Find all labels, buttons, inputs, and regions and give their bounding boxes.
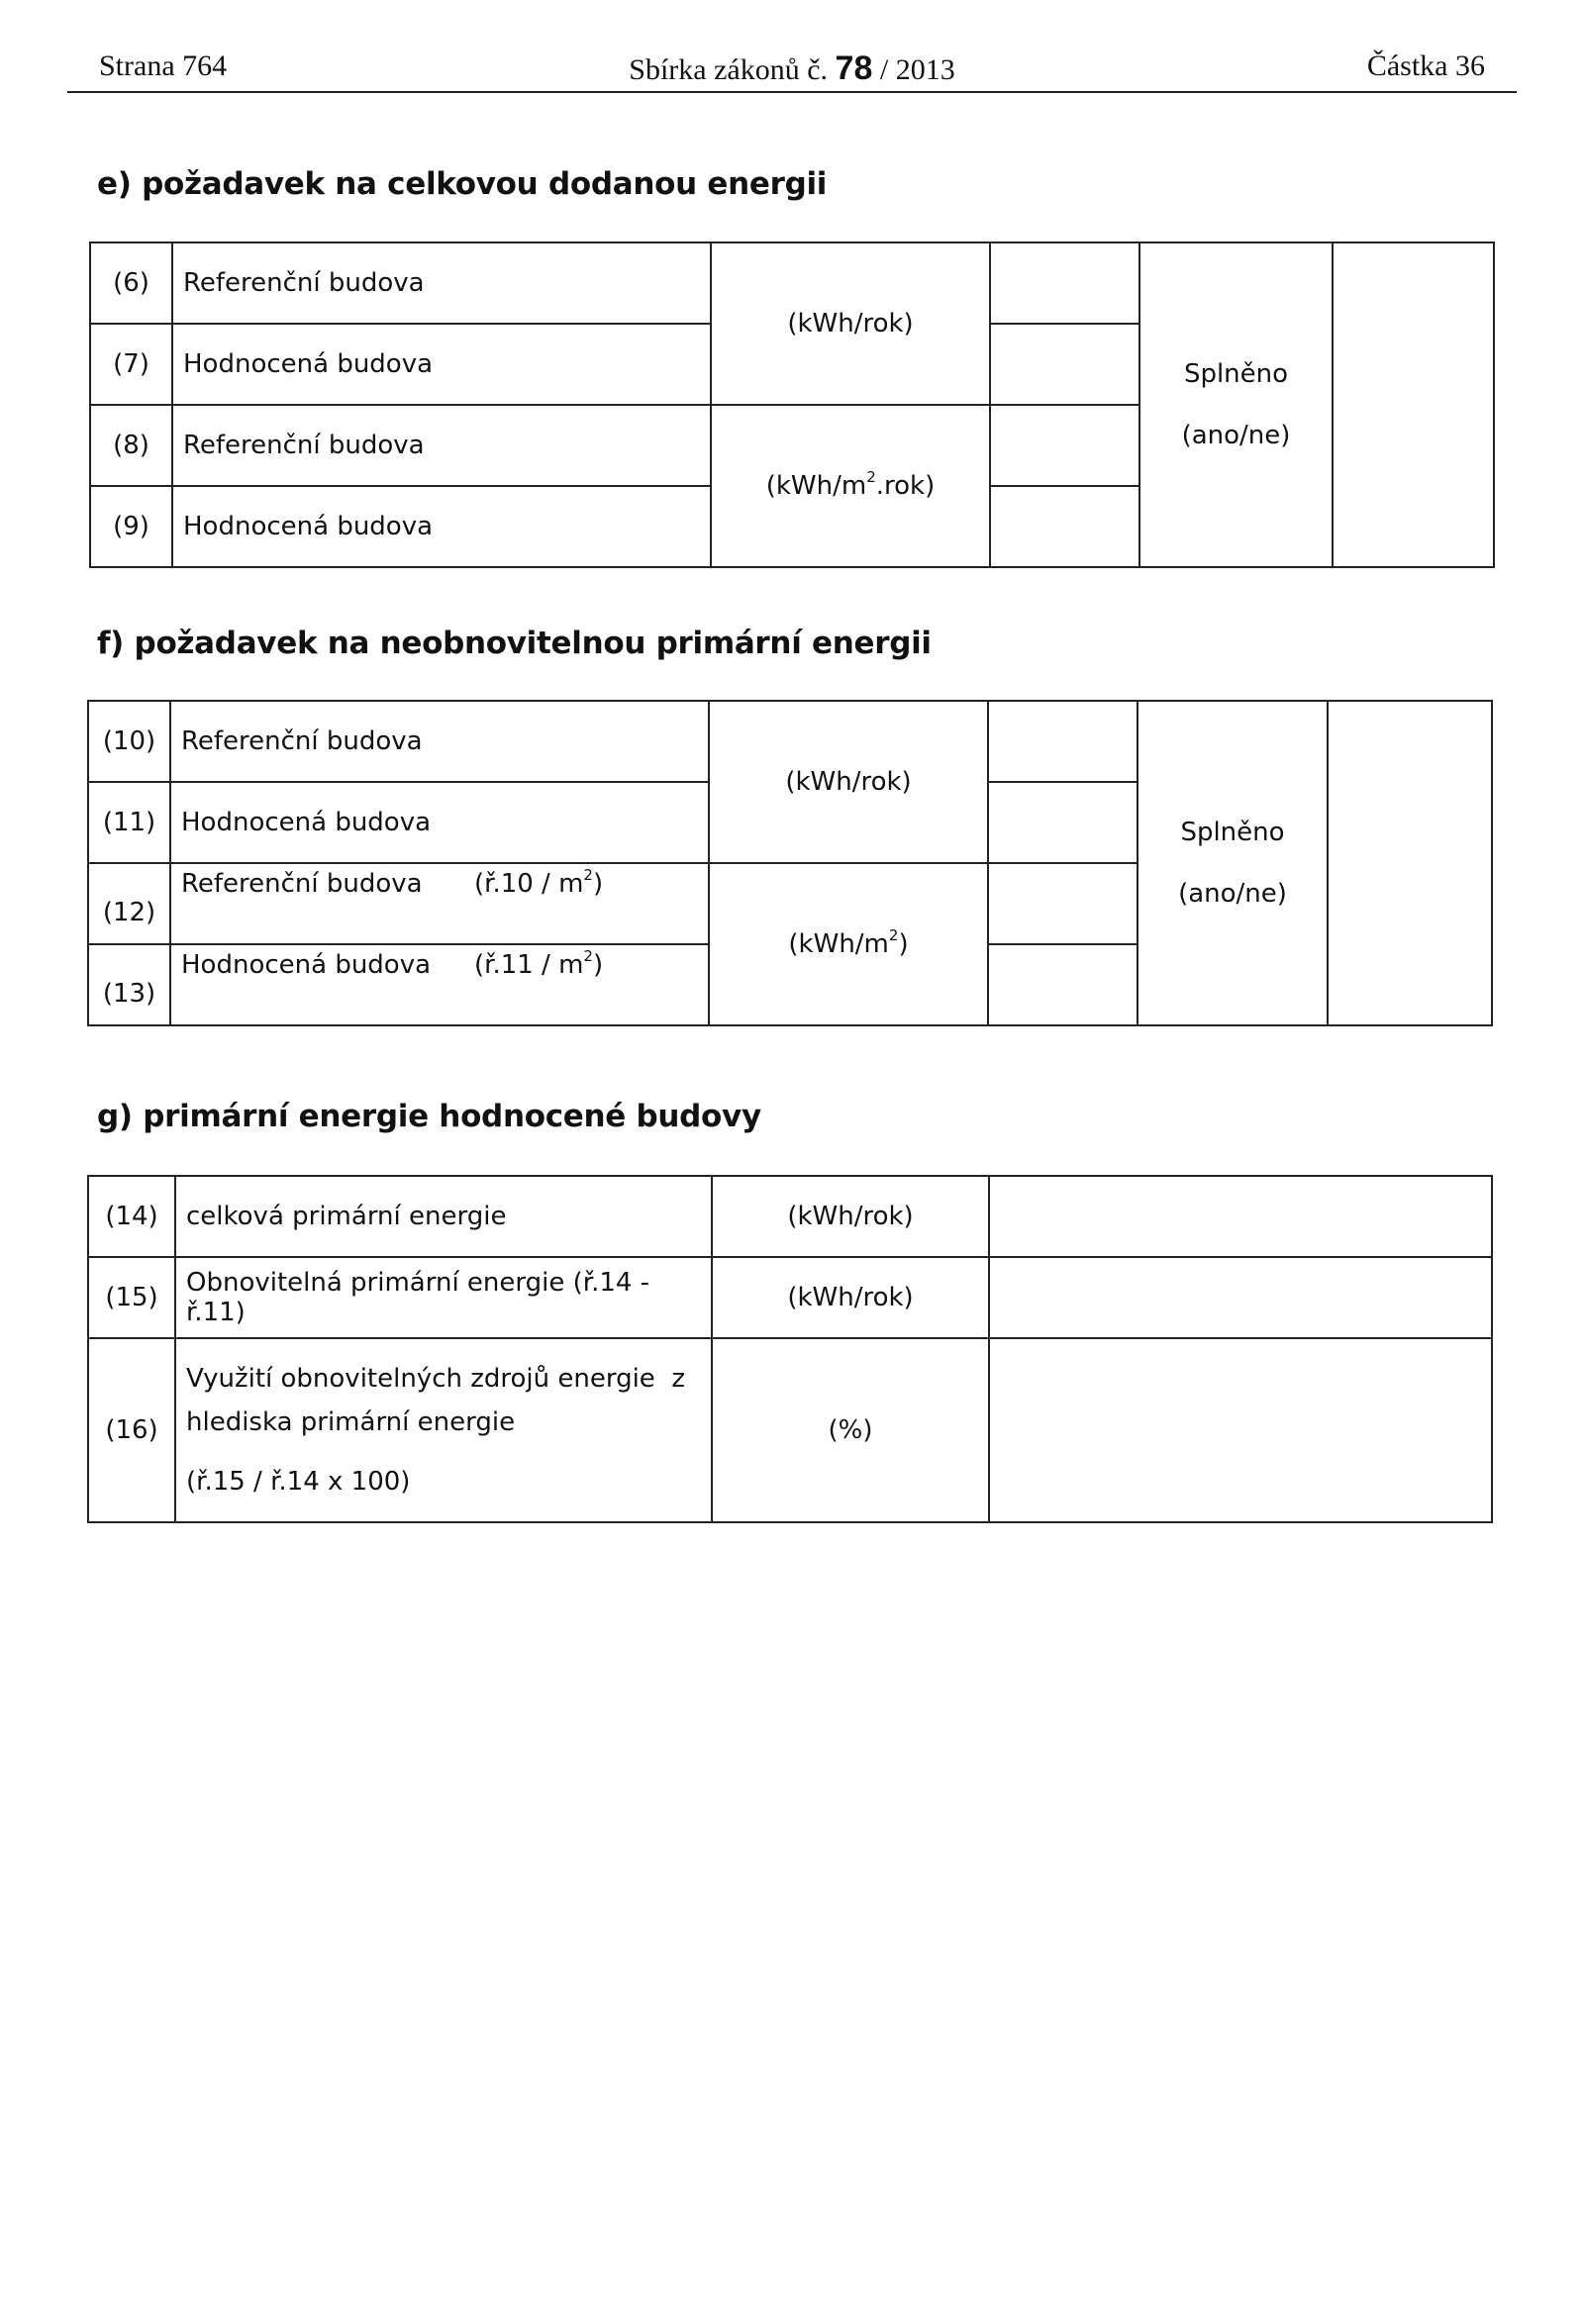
row-number: (14) [88,1176,175,1257]
row-number: (15) [88,1257,175,1338]
unit-cell: (kWh/rok) [712,1257,989,1338]
fulfilled-value-cell [1328,701,1492,1025]
unit-text: ) [898,929,909,959]
fulfilled-label: Splněno [1180,818,1285,847]
unit-text: (kWh/m [788,929,889,959]
table-f [87,700,1493,1026]
unit-exponent: 2 [866,468,876,486]
value-cell [989,1176,1492,1257]
value-cell [990,405,1139,486]
yes-no-label: (ano/ne) [1178,879,1287,909]
unit-exponent: 2 [888,926,899,944]
table-row [88,1176,1492,1257]
collection-reference [67,49,1517,88]
row-number: (16) [88,1338,175,1522]
row-number: (12) [88,863,170,944]
section-g-title: g) primární energie hodnocené budovy [97,1099,761,1134]
value-cell [989,1338,1492,1522]
row-label: Referenční budova [170,701,709,782]
row-number: (8) [90,405,172,486]
yes-no-label: (ano/ne) [1181,421,1291,450]
row-label-cell [175,1338,712,1522]
unit-cell: (kWh/rok) [709,701,988,863]
page-number: Strana 764 [99,49,228,82]
section-e-title: e) požadavek na celkovou dodanou energii [97,166,828,202]
formula-text: (ř.10 / m [474,869,584,899]
table-g [87,1175,1493,1523]
value-cell [989,1257,1492,1338]
row-label: celková primární energie [175,1176,712,1257]
row-formula [474,866,604,899]
page-header [67,44,1517,93]
collection-prefix: Sbírka zákonů č. [629,53,829,86]
formula-exponent: 2 [583,947,593,965]
row-label: Hodnocená budova [181,950,432,980]
row-label: Referenční budova [172,405,711,486]
formula-text: ) [592,869,604,899]
value-cell [990,486,1139,567]
row-label: Referenční budova [181,869,423,899]
row-number: (11) [88,782,170,863]
row-label: Hodnocená budova [170,782,709,863]
row-label-line: hlediska primární energie [186,1407,516,1437]
row-number: (9) [90,486,172,567]
row-label: Obnovitelná primární energie (ř.14 - ř.11) [175,1257,712,1338]
formula-text: ) [592,950,604,980]
row-formula [474,947,604,980]
value-cell [988,701,1138,782]
table-row [88,701,1492,782]
row-label: Hodnocená budova [172,486,711,567]
row-label-cell [170,944,709,1025]
fulfilled-value-cell [1333,242,1494,567]
row-label: Hodnocená budova [172,324,711,405]
formula-exponent: 2 [583,866,593,884]
row-label-line: Využití obnovitelných zdrojů energie z [186,1364,685,1394]
row-formula: (ř.15 / ř.14 x 100) [186,1467,411,1497]
value-cell [988,782,1138,863]
fulfilled-cell [1139,242,1333,567]
fulfilled-cell [1138,701,1328,1025]
row-number: (7) [90,324,172,405]
formula-text: (ř.11 / m [474,950,584,980]
unit-text: (kWh/m [765,471,867,501]
part-number: Částka 36 [1366,49,1485,82]
unit-cell [711,405,990,567]
row-label-cell [170,863,709,944]
row-number: (13) [88,944,170,1025]
fulfilled-label: Splněno [1183,359,1289,389]
unit-cell: (kWh/rok) [711,242,990,405]
unit-text: .rok) [875,471,936,501]
table-e [89,242,1495,568]
row-number: (6) [90,242,172,324]
table-row [90,242,1494,324]
section-f-title: f) požadavek na neobnovitelnou primární energii [97,626,932,661]
unit-cell: (kWh/rok) [712,1176,989,1257]
law-number: 78 [835,49,873,87]
value-cell [990,242,1139,324]
row-label: Referenční budova [172,242,711,324]
table-row [88,1257,1492,1338]
value-cell [990,324,1139,405]
collection-year: / 2013 [879,53,955,86]
table-row [88,1338,1492,1522]
row-number: (10) [88,701,170,782]
value-cell [988,944,1138,1025]
value-cell [988,863,1138,944]
unit-cell: (%) [712,1338,989,1522]
unit-cell [709,863,988,1025]
